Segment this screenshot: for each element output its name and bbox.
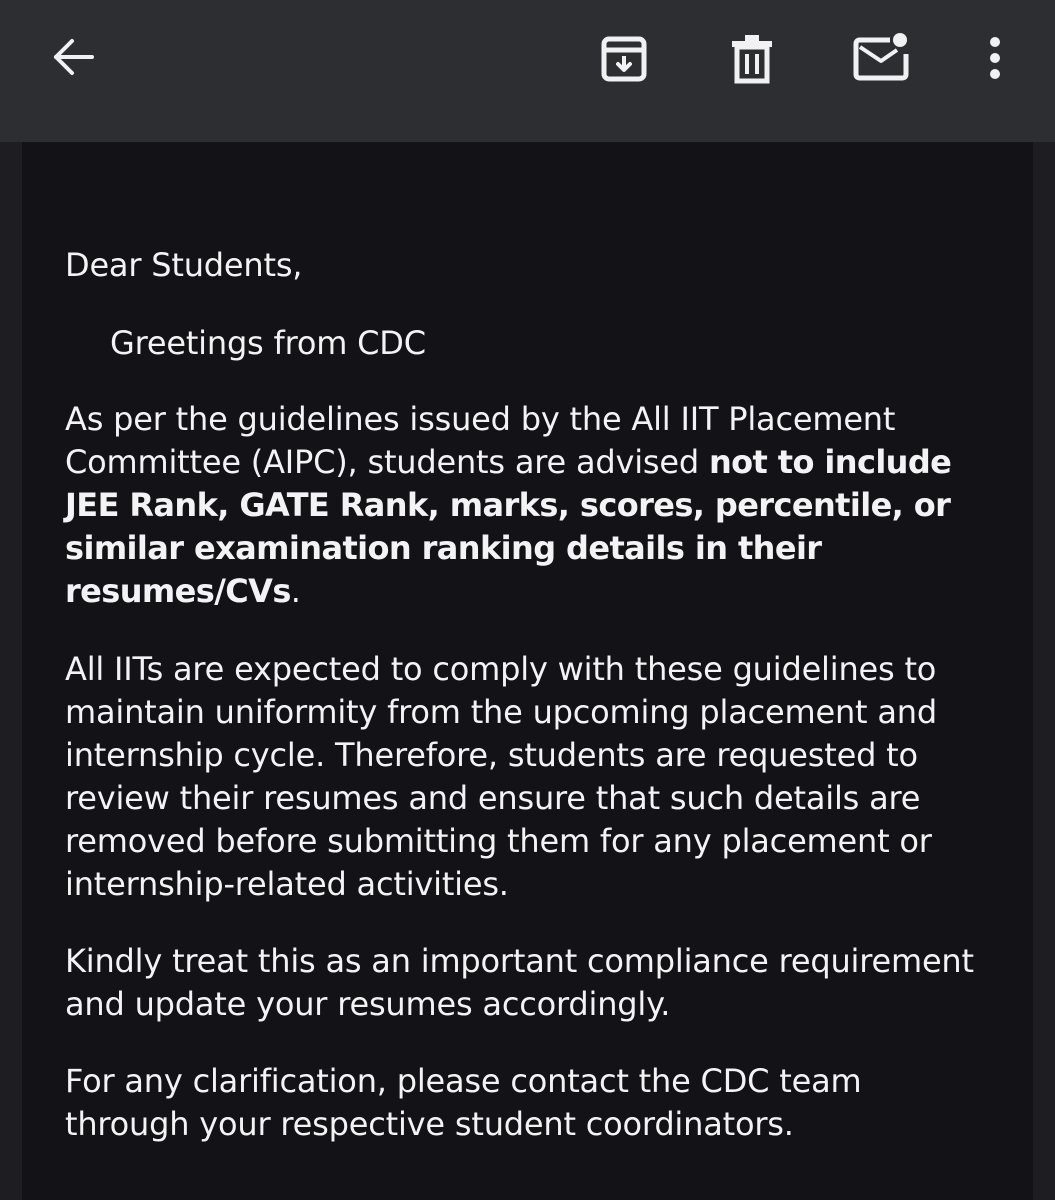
paragraph-text-after: . xyxy=(290,572,301,610)
email-paragraph-guidelines xyxy=(65,398,995,613)
mark-unread-button[interactable] xyxy=(846,24,916,90)
email-paragraph-contact: For any clarification, please contact the CDC team through your respective student coordinators. xyxy=(65,1062,862,1143)
archive-button[interactable] xyxy=(592,26,656,90)
delete-button[interactable] xyxy=(720,26,784,90)
mark-unread-icon xyxy=(850,28,912,86)
back-button[interactable] xyxy=(42,26,104,88)
email-paragraph-requirement: Kindly treat this as an important compliance requirement and update your resumes accordingly. xyxy=(65,942,974,1023)
paragraph-text-before: As per the guidelines issued by the All IIT Placement Committee (AIPC), students are advised xyxy=(65,400,896,481)
archive-icon xyxy=(597,32,651,84)
trash-icon xyxy=(728,31,776,85)
more-options-button[interactable] xyxy=(970,26,1020,90)
email-intro: Greetings from CDC xyxy=(110,324,426,362)
top-app-bar xyxy=(0,0,1055,142)
email-paragraph-compliance: All IITs are expected to comply with these guidelines to maintain uniformity from the upcoming placement and internship cycle. Therefore, students are requested to review their resumes and ensure that such details are removed before submitting them for any placement or internship-related activities. xyxy=(65,650,937,903)
arrow-back-icon xyxy=(48,35,98,79)
more-vertical-icon xyxy=(985,34,1005,82)
emphasized-guideline: not to include JEE Rank, GATE Rank, marks, scores, percentile, or similar examination ranking details in their resumes/CVs xyxy=(65,443,952,610)
email-greeting: Dear Students, xyxy=(65,246,303,284)
